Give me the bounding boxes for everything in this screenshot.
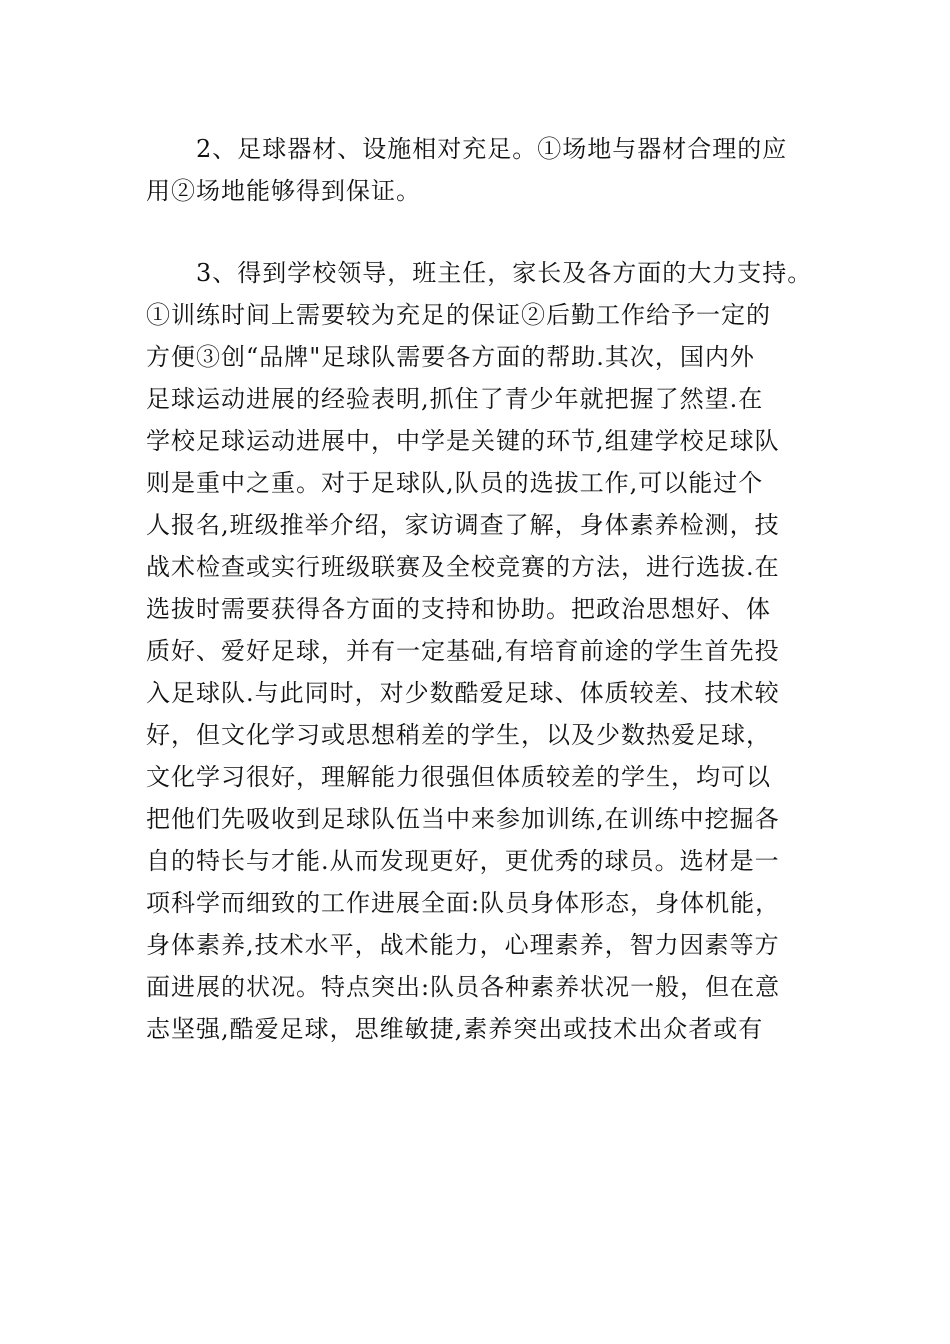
- paragraph-line: 方便③创“品牌"足球队需要各方面的帮助.其次，国内外: [146, 343, 755, 371]
- paragraph-line: 3、得到学校领导，班主任，家长及各方面的大力支持。: [196, 259, 813, 287]
- paragraph-line: 战术检查或实行班级联赛及全校竞赛的方法，进行选拔.在: [146, 553, 780, 581]
- paragraph-line: 质好、爱好足球，并有一定基础,有培育前途的学生首先投: [146, 637, 780, 665]
- paragraph-line: 2、足球器材、设施相对充足。①场地与器材合理的应: [196, 135, 788, 163]
- paragraph-line: 身体素养,技术水平，战术能力，心理素养，智力因素等方: [146, 931, 780, 959]
- paragraph-line: 人报名,班级推举介绍，家访调查了解，身体素养检测，技: [146, 511, 780, 539]
- paragraph-line: 自的特长与才能.从而发现更好，更优秀的球员。选材是一: [146, 847, 780, 875]
- paragraph-line: 足球运动进展的经验表明,抓住了青少年就把握了然望.在: [146, 385, 764, 413]
- paragraph-line: 面进展的状况。特点突出:队员各种素养状况一般，但在意: [146, 973, 781, 1001]
- paragraph-line: 则是重中之重。对于足球队,队员的选拔工作,可以能过个: [146, 469, 764, 497]
- paragraph-line: 好，但文化学习或思想稍差的学生，以及少数热爱足球，: [146, 721, 771, 749]
- paragraph-support: [146, 252, 826, 1050]
- paragraph-line: 志坚强,酷爱足球，思维敏捷,素养突出或技术出众者或有: [146, 1015, 764, 1043]
- paragraph-line: 选拔时需要获得各方面的支持和协助。把政治思想好、体: [146, 595, 771, 623]
- paragraph-line: 文化学习很好，理解能力很强但体质较差的学生，均可以: [146, 763, 771, 791]
- paragraph-line: 学校足球运动进展中，中学是关键的环节,组建学校足球队: [146, 427, 780, 455]
- paragraph-line: 用②场地能够得到保证。: [146, 177, 421, 205]
- paragraph-equipment: [146, 128, 826, 212]
- paragraph-line: 入足球队.与此同时，对少数酷爱足球、体质较差、技术较: [146, 679, 780, 707]
- paragraph-line: ①训练时间上需要较为充足的保证②后勤工作给予一定的: [146, 301, 771, 329]
- paragraph-line: 把他们先吸收到足球队伍当中来参加训练,在训练中挖掘各: [146, 805, 780, 833]
- paragraph-line: 项科学而细致的工作进展全面:队员身体形态，身体机能，: [146, 889, 781, 917]
